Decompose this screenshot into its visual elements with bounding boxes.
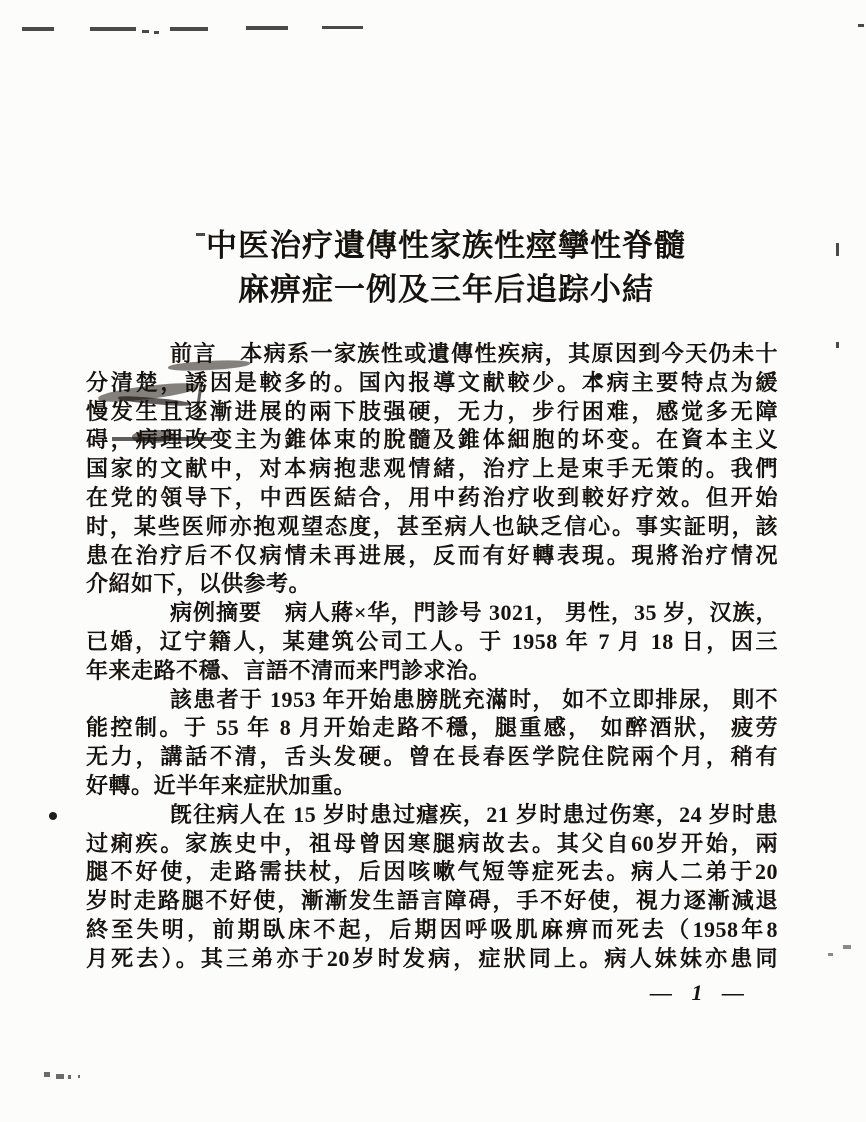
scan-artifact bbox=[90, 27, 136, 31]
scan-artifact bbox=[56, 1074, 64, 1079]
scan-artifact bbox=[836, 243, 839, 256]
scan-artifact bbox=[154, 31, 159, 34]
scan-artifact bbox=[68, 1075, 71, 1079]
scan-artifact bbox=[858, 24, 864, 27]
scan-artifact bbox=[170, 27, 208, 31]
article-title-line1: 中医治疗遺傳性家族性痙攣性脊髓 bbox=[206, 228, 686, 263]
body-line: 該患者于 1953 年开始患膀胱充滿时， 如不立即排尿， 則不 bbox=[170, 686, 778, 712]
scan-artifact bbox=[246, 26, 288, 30]
body-line: 介紹如下，以供参考。 bbox=[86, 571, 312, 597]
scan-artifact bbox=[22, 27, 54, 31]
scan-artifact bbox=[44, 1072, 50, 1077]
body-line: 国家的文献中，对本病抱悲观情緒，治疗上是束手无策的。我們 bbox=[86, 456, 778, 482]
margin-ink-dot bbox=[49, 812, 57, 820]
paragraph-lead: 病例摘要 bbox=[170, 600, 262, 626]
body-line: 能控制。于 55 年 8 月开始走路不穩，腿重感， 如醉酒狀， 疲劳 bbox=[86, 715, 778, 741]
body-line: 患在治疗后不仅病情未再进展，反而有好轉表現。現將治疗情况 bbox=[86, 542, 778, 568]
body-line: 碍，病理改变主为錐体束的脫髓及錐体細胞的坏变。在資本主义 bbox=[86, 427, 778, 453]
body-line: 腿不好使，走路需扶杖，后因咳嗽气短等症死去。病人二弟于20 bbox=[86, 859, 778, 885]
body-line: 好轉。近半年来症狀加重。 bbox=[86, 772, 357, 798]
body-line: 过痢疾。家族史中，祖母曾因寒腿病故去。其父自60岁开始，兩 bbox=[86, 830, 778, 856]
page-number: — 1 — bbox=[650, 980, 744, 1005]
body-line: 年来走路不穩、言語不清而来門診求治。 bbox=[86, 657, 492, 683]
body-line: 病例摘要 病人蔣×华，門診号 3021， 男性，35 岁，汉族， bbox=[170, 600, 778, 626]
article-title-line2: 麻痹症一例及三年后追踪小結 bbox=[238, 272, 654, 307]
body-line: 月死去）。其三弟亦于20岁时发病，症狀同上。病人妹妹亦患同 bbox=[86, 945, 778, 971]
body-text bbox=[86, 340, 778, 974]
body-line: 慢发生且逐漸进展的兩下肢强硬，无力，步行困难，感觉多无障 bbox=[86, 398, 778, 424]
scan-artifact bbox=[78, 1075, 80, 1078]
scan-artifact bbox=[322, 26, 363, 29]
body-line: 分清楚，誘因是較多的。国內报導文献較少。本病主要特点为緩 bbox=[86, 369, 778, 395]
body-line: 在党的領导下，中西医結合，用中药治疗收到較好疗效。但开始 bbox=[86, 484, 778, 510]
body-line: 已婚，辽宁籍人，某建筑公司工人。于 1958 年 7 月 18 日，因三 bbox=[86, 628, 778, 654]
body-line: 岁时走路腿不好使，漸漸发生語言障碍，手不好使，視力逐漸減退 bbox=[86, 888, 778, 914]
body-line: 前言 本病系一家族性或遺傳性疾病，其原因到今天仍未十 bbox=[170, 341, 778, 366]
scan-artifact bbox=[142, 30, 149, 33]
scan-artifact bbox=[836, 342, 839, 348]
body-line: 时，某些医师亦抱观望态度，甚至病人也缺乏信心。事实証明，該 bbox=[86, 513, 778, 539]
body-line: 旣往病人在 15 岁时患过瘧疾，21 岁时患过伤寒，24 岁时患 bbox=[170, 801, 778, 827]
article-title bbox=[96, 224, 796, 312]
scan-artifact bbox=[828, 953, 833, 956]
body-line: 終至失明，前期臥床不起，后期因呼吸肌麻痹而死去（1958年8 bbox=[86, 916, 778, 942]
body-line: 无力，講話不清，舌头发硬。曾在長春医学院住院兩个月，稍有 bbox=[86, 744, 778, 770]
scan-artifact bbox=[843, 945, 851, 949]
paragraph-lead: 前言 bbox=[170, 341, 217, 366]
